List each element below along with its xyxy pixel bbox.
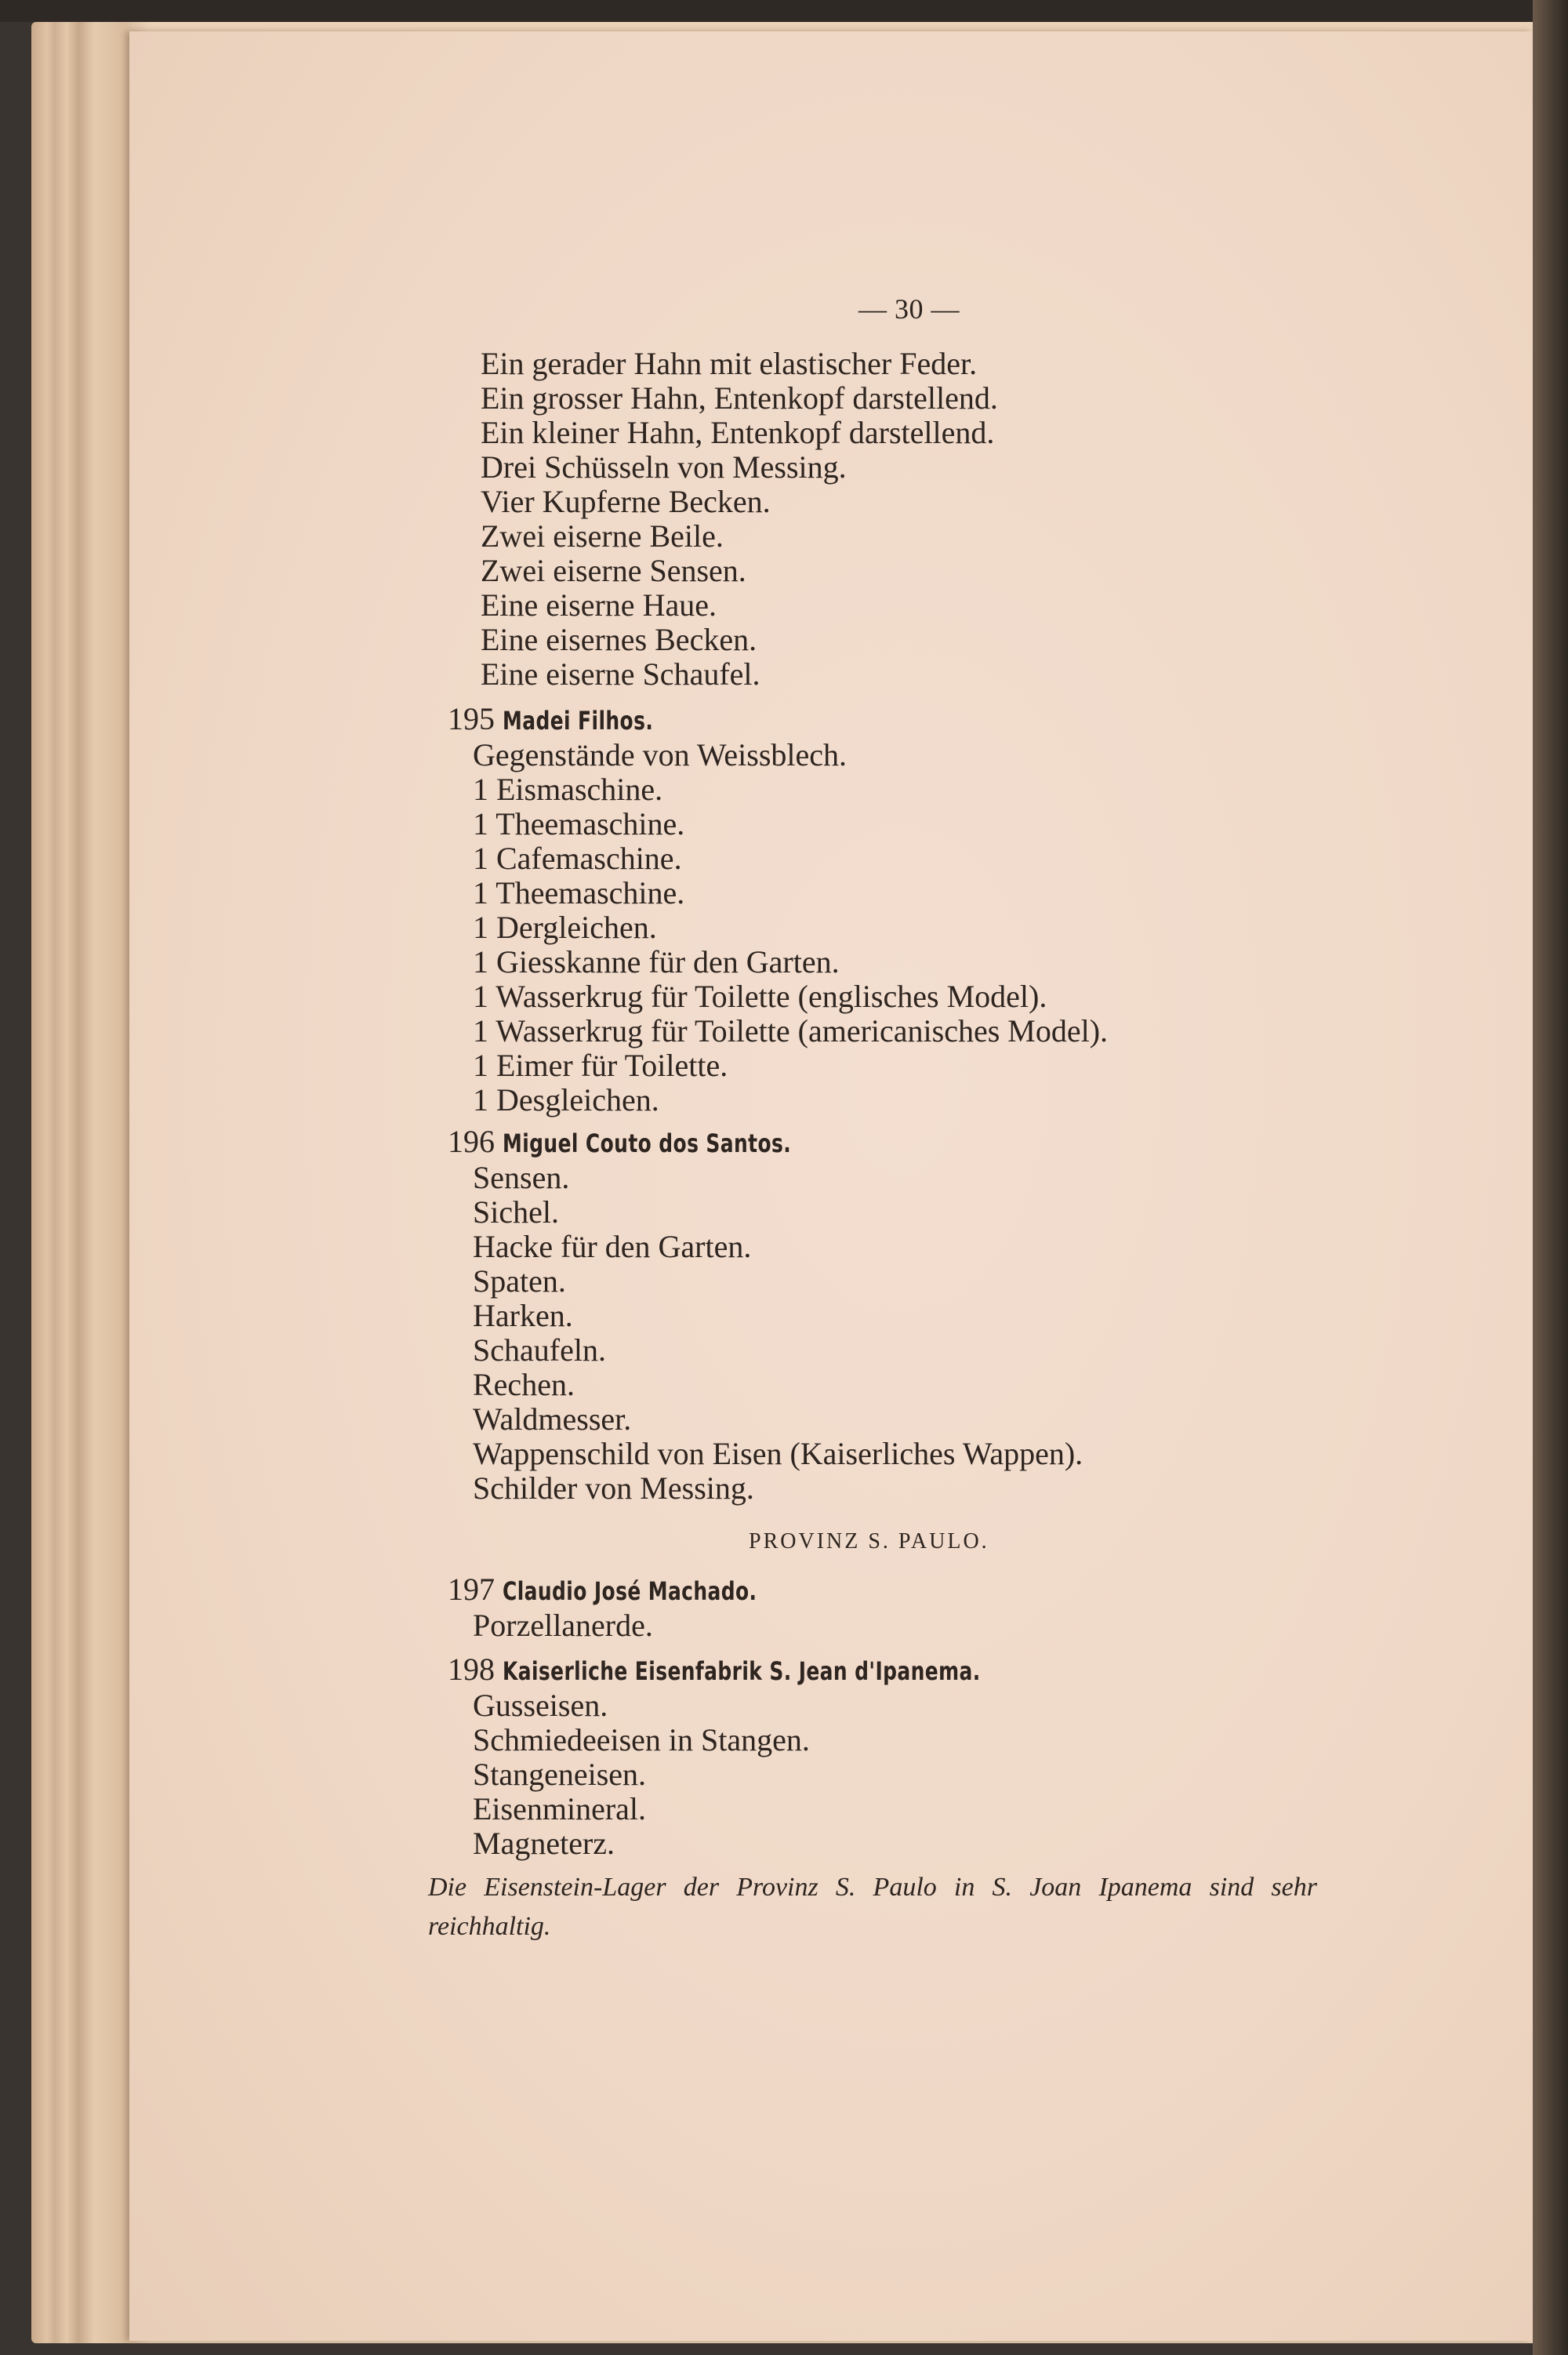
list-item: Eine eisernes Becken. <box>481 622 757 657</box>
entry-heading <box>448 702 1108 738</box>
section-heading: PROVINZ S. PAULO. <box>749 1529 989 1554</box>
entry-195 <box>448 702 1108 1118</box>
entry-number: 195 <box>448 701 495 736</box>
entry-197 <box>448 1572 829 1643</box>
list-item: 1 Theemaschine. <box>473 806 685 841</box>
continued-item-list <box>481 347 998 692</box>
entry-number: 197 <box>448 1572 495 1607</box>
page-number: — 30 — <box>858 293 960 325</box>
list-item: 1 Wasserkrug für Toilette (englisches Model). <box>473 979 1047 1014</box>
list-item: Zwei eiserne Sensen. <box>481 553 746 588</box>
footnote-paragraph: Die Eisenstein-Lager der Provinz S. Paulo in S. Joan Ipanema sind sehr reichhaltig. <box>428 1873 1317 1941</box>
exhibitor-name: Miguel Couto dos Santos. <box>503 1128 792 1158</box>
list-item: Gusseisen. <box>473 1688 608 1723</box>
exhibitor-name: Madei Filhos. <box>503 706 654 736</box>
list-item: Sichel. <box>473 1194 559 1230</box>
list-item: Stangeneisen. <box>473 1757 647 1792</box>
list-item: Schmiedeeisen in Stangen. <box>473 1722 810 1757</box>
list-item: Schaufeln. <box>473 1332 606 1368</box>
entry-heading <box>448 1125 1083 1161</box>
list-item: Rechen. <box>473 1367 575 1402</box>
list-item: Wappenschild von Eisen (Kaiserliches Wappen). <box>473 1436 1083 1471</box>
entry-196 <box>448 1125 1083 1506</box>
exhibitor-name: Claudio José Machado. <box>503 1576 757 1606</box>
list-item: Eisenmineral. <box>473 1791 647 1826</box>
list-item: Harken. <box>473 1298 573 1333</box>
list-item: Eine eiserne Schaufel. <box>481 656 760 692</box>
list-item: 1 Dergleichen. <box>473 910 657 945</box>
list-item: 1 Desgleichen. <box>473 1082 659 1118</box>
list-item: Drei Schüsseln von Messing. <box>481 449 847 485</box>
list-item: 1 Eismaschine. <box>473 772 663 807</box>
list-item: Gegenstände von Weissblech. <box>473 737 848 772</box>
list-item: Porzellanerde. <box>473 1608 653 1643</box>
list-item: 1 Cafemaschine. <box>473 841 682 876</box>
list-item: Spaten. <box>473 1263 566 1299</box>
list-item: Schilder von Messing. <box>473 1470 754 1506</box>
book-spine-edge <box>1533 0 1568 2355</box>
list-item: Waldmesser. <box>473 1401 632 1437</box>
list-item: 1 Giesskanne für den Garten. <box>473 944 840 979</box>
entry-heading <box>448 1572 829 1608</box>
list-item: Sensen. <box>473 1160 570 1195</box>
entry-number: 198 <box>448 1652 495 1687</box>
list-item: Eine eiserne Haue. <box>481 587 717 623</box>
list-item: Ein grosser Hahn, Entenkopf darstellend. <box>481 380 998 416</box>
list-item: Hacke für den Garten. <box>473 1229 752 1264</box>
entry-number: 196 <box>448 1124 495 1159</box>
list-item: Vier Kupferne Becken. <box>481 484 771 519</box>
entry-198 <box>448 1652 1116 1861</box>
list-item: 1 Theemaschine. <box>473 875 685 910</box>
scan-background-top <box>0 0 1568 22</box>
list-item: 1 Eimer für Toilette. <box>473 1048 728 1083</box>
list-item: Magneterz. <box>473 1826 615 1861</box>
list-item: Ein gerader Hahn mit elastischer Feder. <box>481 346 978 381</box>
entry-heading <box>448 1652 1116 1688</box>
list-item: Zwei eiserne Beile. <box>481 518 724 554</box>
list-item: 1 Wasserkrug für Toilette (americanisches Model). <box>473 1013 1109 1048</box>
exhibitor-name: Kaiserliche Eisenfabrik S. Jean d'Ipanema. <box>503 1656 981 1686</box>
list-item: Ein kleiner Hahn, Entenkopf darstellend. <box>481 415 995 450</box>
